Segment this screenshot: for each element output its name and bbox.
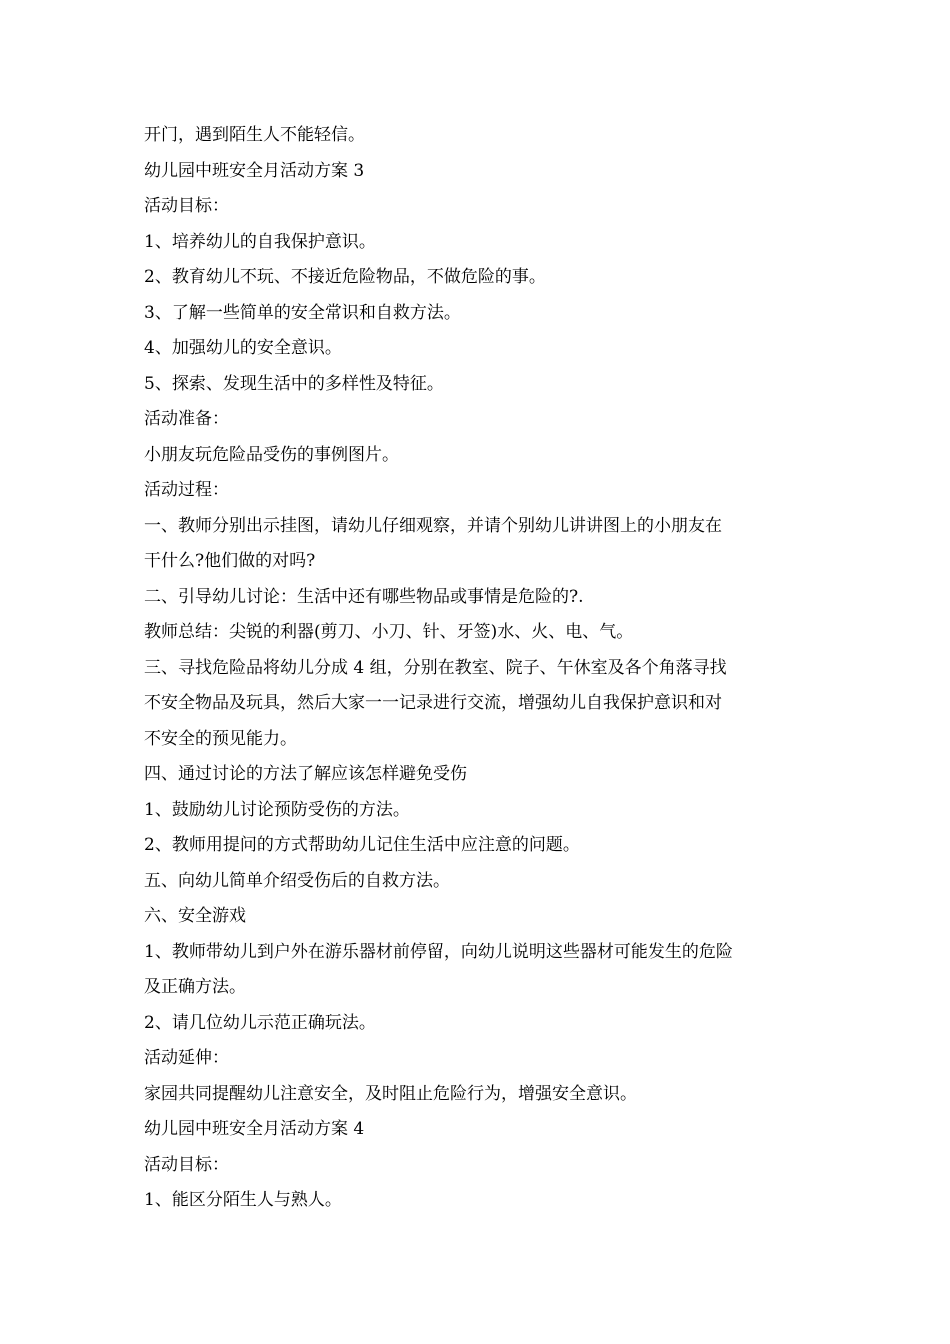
text-line: 1、教师带幼儿到户外在游乐器材前停留，向幼儿说明这些器材可能发生的危险 [144, 941, 733, 962]
text-line: 四、通过讨论的方法了解应该怎样避免受伤 [144, 764, 467, 784]
text-line: 4、加强幼儿的安全意识。 [144, 338, 342, 358]
text-line: 活动过程： [144, 480, 229, 500]
text-line: 六、安全游戏 [144, 906, 246, 926]
text-line: 2、教育幼儿不玩、不接近危险物品，不做危险的事。 [144, 267, 546, 287]
text-line: 2、请几位幼儿示范正确玩法。 [144, 1012, 376, 1033]
text-line: 三、寻找危险品将幼儿分成 4 组，分别在教室、院子、午休室及各个角落寻找 [144, 657, 727, 678]
text-line: 活动准备： [144, 409, 229, 429]
text-line: 3、了解一些简单的安全常识和自救方法。 [144, 302, 461, 323]
text-line: 1、鼓励幼儿讨论预防受伤的方法。 [144, 799, 410, 820]
document-body [144, 118, 808, 1219]
text-line: 一、教师分别出示挂图，请幼儿仔细观察，并请个别幼儿讲讲图上的小朋友在 [144, 515, 722, 536]
text-line: 1、培养幼儿的自我保护意识。 [144, 231, 376, 252]
text-line: 二、引导幼儿讨论：生活中还有哪些物品或事情是危险的?. [144, 586, 584, 607]
text-line: 活动目标： [144, 196, 229, 216]
text-line: 2、教师用提问的方式帮助幼儿记住生活中应注意的问题。 [144, 835, 580, 855]
section-heading: 幼儿园中班安全月活动方案 4 [144, 1119, 365, 1139]
text-line: 活动目标： [144, 1154, 229, 1175]
text-line: 不安全物品及玩具，然后大家一一记录进行交流，增强幼儿自我保护意识和对 [144, 693, 722, 713]
text-line: 5、探索、发现生活中的多样性及特征。 [144, 373, 444, 394]
text-line: 家园共同提醒幼儿注意安全，及时阻止危险行为，增强安全意识。 [144, 1083, 637, 1104]
text-line: 小朋友玩危险品受伤的事例图片。 [144, 444, 399, 465]
text-line: 开门，遇到陌生人不能轻信。 [144, 125, 365, 145]
section-heading: 幼儿园中班安全月活动方案 3 [144, 160, 365, 181]
text-line: 干什么?他们做的对吗? [144, 551, 316, 571]
text-line: 活动延伸： [144, 1048, 229, 1068]
text-line: 及正确方法。 [144, 977, 246, 997]
text-line: 五、向幼儿简单介绍受伤后的自救方法。 [144, 870, 450, 891]
text-line: 1、能区分陌生人与熟人。 [144, 1190, 342, 1210]
text-line: 不安全的预见能力。 [144, 728, 297, 749]
text-line: 教师总结：尖锐的利器(剪刀、小刀、针、牙签)水、火、电、气。 [144, 622, 634, 642]
